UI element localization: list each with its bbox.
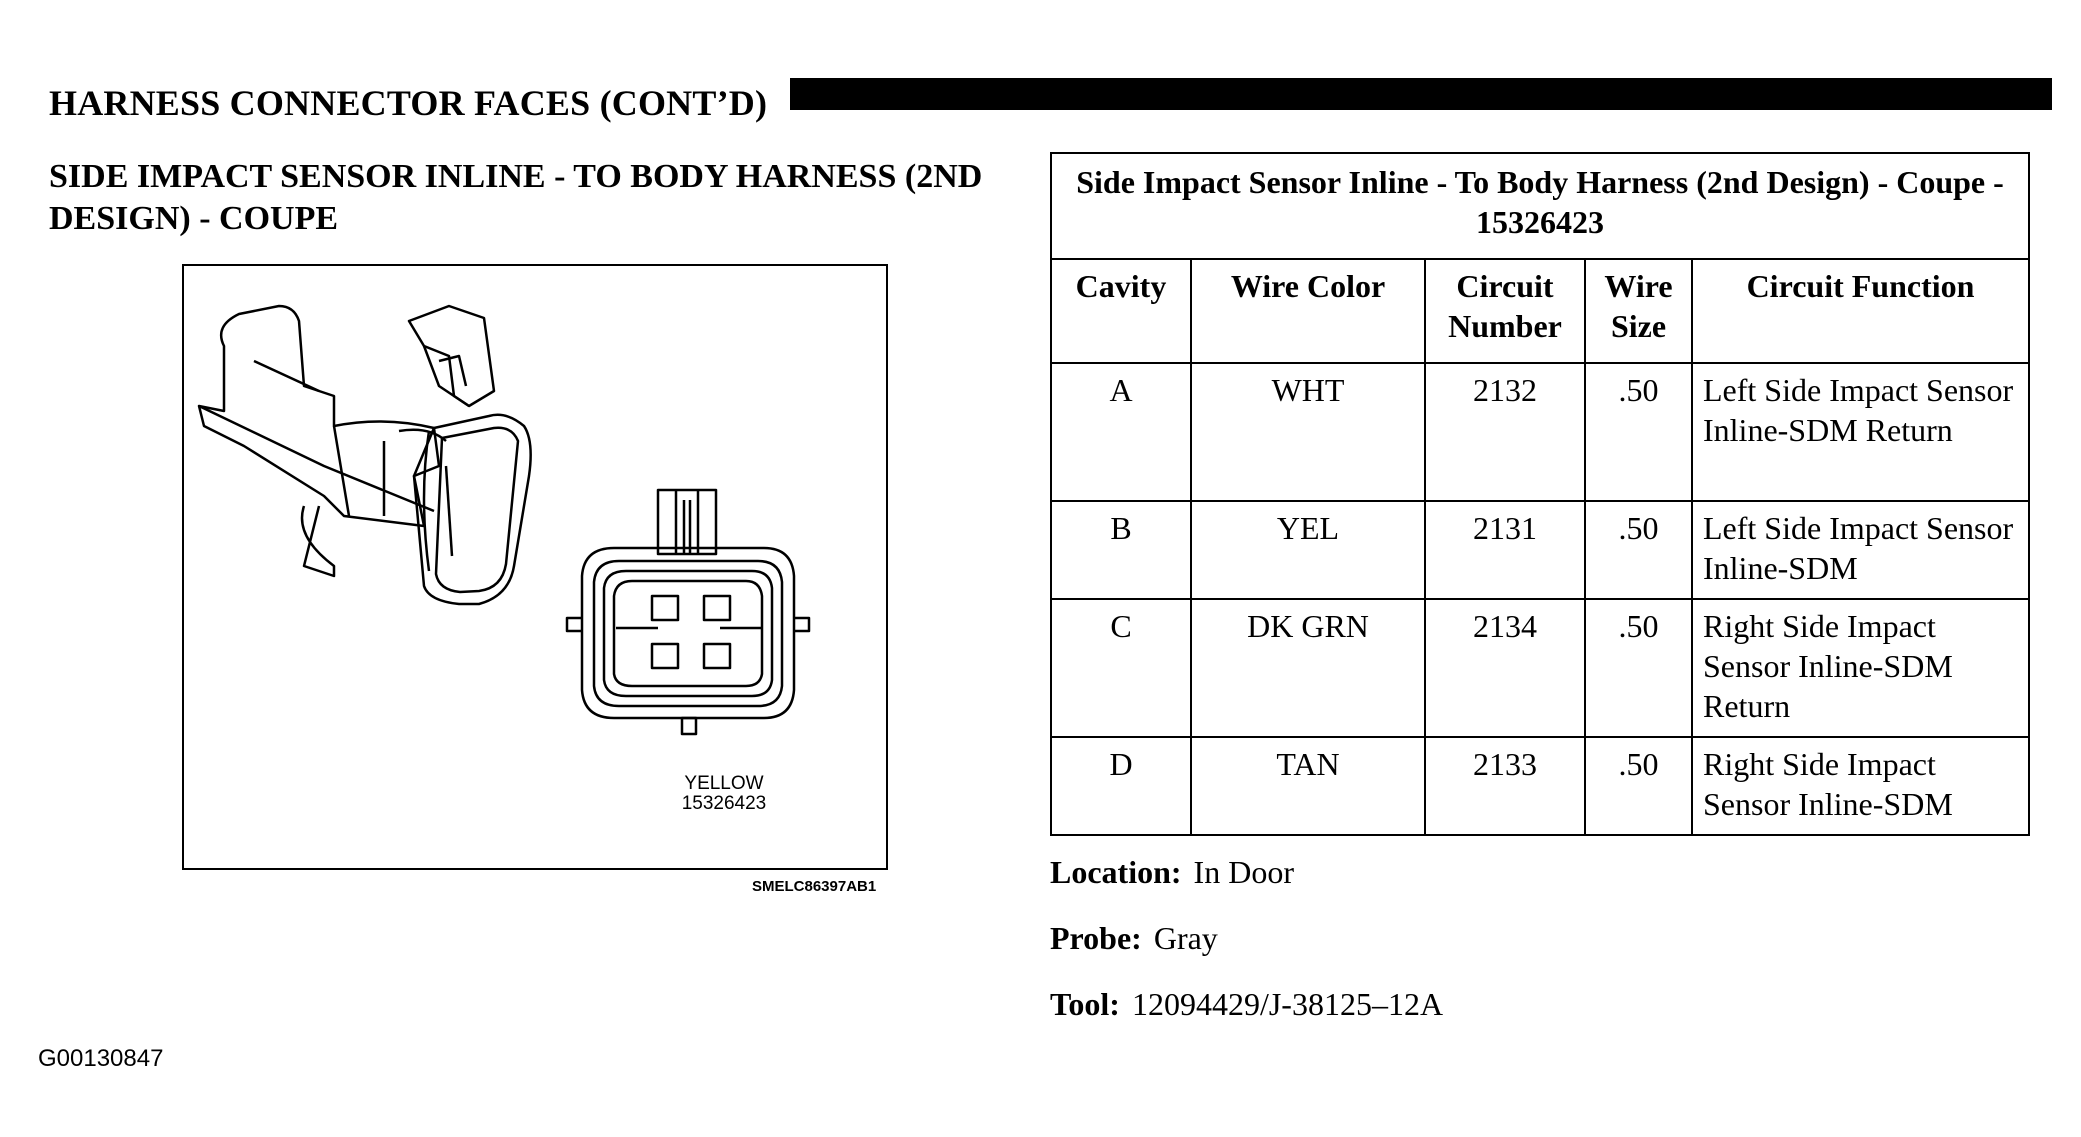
column-header-circuit-function: Circuit Function [1692, 259, 2029, 363]
location-line [1050, 854, 1294, 891]
probe-label: Probe: [1050, 920, 1142, 956]
cell-wire-size: .50 [1585, 501, 1692, 599]
cell-circuit-function: Left Side Impact Sensor Inline-SDM Return [1692, 363, 2029, 501]
cell-circuit-number: 2134 [1425, 599, 1585, 737]
cell-wire-color: TAN [1191, 737, 1425, 835]
table-row [1051, 599, 2029, 737]
cell-circuit-function: Right Side Impact Sensor Inline-SDM Return [1692, 599, 2029, 737]
table-caption: Side Impact Sensor Inline - To Body Harness (2nd Design) - Coupe - 15326423 [1051, 153, 2029, 259]
cell-wire-color: DK GRN [1191, 599, 1425, 737]
tool-value: 12094429/J-38125–12A [1131, 986, 1444, 1022]
pinout-table [1050, 152, 2030, 836]
cell-cavity: D [1051, 737, 1191, 835]
column-header-wire-size: Wire Size [1585, 259, 1692, 363]
probe-line [1050, 920, 1218, 957]
cell-circuit-number: 2133 [1425, 737, 1585, 835]
cell-circuit-number: 2132 [1425, 363, 1585, 501]
column-header-wire-color: Wire Color [1191, 259, 1425, 363]
header-rule-bar [790, 78, 2052, 110]
cell-circuit-number: 2131 [1425, 501, 1585, 599]
cell-cavity: C [1051, 599, 1191, 737]
connector-color-label: YELLOW [684, 773, 764, 794]
location-value: In Door [1193, 854, 1294, 890]
cell-circuit-function: Right Side Impact Sensor Inline-SDM [1692, 737, 2029, 835]
cell-cavity: A [1051, 363, 1191, 501]
table-row [1051, 363, 2029, 501]
tool-label: Tool: [1050, 986, 1120, 1022]
table-row [1051, 737, 2029, 835]
cell-wire-size: .50 [1585, 363, 1692, 501]
connector-illustration [182, 264, 888, 870]
column-header-cavity: Cavity [1051, 259, 1191, 363]
cell-wire-size: .50 [1585, 737, 1692, 835]
table-row [1051, 501, 2029, 599]
document-id: G00130847 [38, 1045, 164, 1072]
cell-cavity: B [1051, 501, 1191, 599]
cell-wire-color: WHT [1191, 363, 1425, 501]
column-header-circuit-number: Circuit Number [1425, 259, 1585, 363]
cell-circuit-function: Left Side Impact Sensor Inline-SDM [1692, 501, 2029, 599]
location-label: Location: [1050, 854, 1182, 890]
cell-wire-size: .50 [1585, 599, 1692, 737]
cell-wire-color: YEL [1191, 501, 1425, 599]
connector-part-number: 15326423 [681, 793, 767, 814]
figure-code: SMELC86397AB1 [752, 878, 877, 895]
section-header-title: HARNESS CONNECTOR FACES (CONT’D) [49, 83, 768, 123]
probe-value: Gray [1153, 920, 1218, 956]
tool-line [1050, 986, 1443, 1023]
connector-title: SIDE IMPACT SENSOR INLINE - TO BODY HARNESS (2ND DESIGN) - COUPE [49, 158, 983, 237]
